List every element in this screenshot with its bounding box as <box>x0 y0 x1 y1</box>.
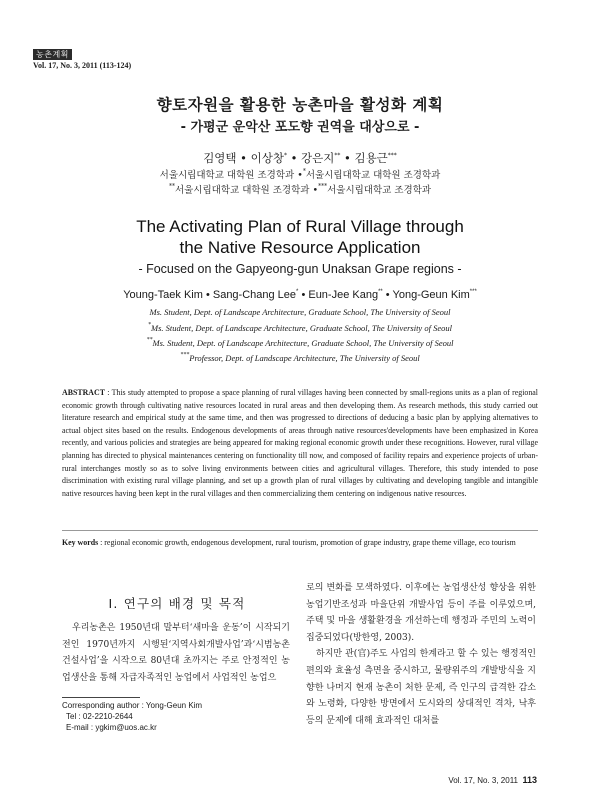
korean-title: 향토자원을 활용한 농촌마을 활성화 계획 <box>156 96 444 114</box>
keywords-text: : regional economic growth, endogenous development, rural tourism, promotion of grape industry, grape theme village, eco tourism <box>98 538 516 547</box>
korean-subtitle: - 가평군 운악산 포도향 권역을 대상으로 - <box>180 120 420 135</box>
english-subtitle: - Focused on the Gapyeong-gun Unaksan Grape regions - <box>138 262 462 276</box>
keywords-label: Key words <box>62 538 99 547</box>
english-affiliation-4: ***Professor, Dept. of Landscape Architecture, The University of Seoul <box>180 352 420 363</box>
english-affiliation-3: **Ms. Student, Dept. of Landscape Architecture, Graduate School, The University of Seoul <box>146 337 454 348</box>
journal-volume-info: Vol. 17, No. 3, 2011 (113-124) <box>33 61 132 70</box>
korean-authors: 김영택 • 이상창* • 강은지** • 김용근*** <box>203 151 397 165</box>
abstract-text: : This study attempted to propose a space planning of rural villages having been connected by small-regions units as a plan of regional economic growth through cultivating native resources located in rural areas and then developing them. As research methods, this study carried out literature research and empirical study at the same time, and then was progressed to directions of deducing a basic plan by applying alternatives to actual object sites based on the results. Endogenous developments of areas through native resources'developments have been emphasized in Korea recently, and various policies and strategies are being appeared for making regional economic growth under these recognitions. However, rural village planning has directed to physical maintenances centering on functionality till now, and composed of facility repairs and experience projects of urban-rural interchanges mostly so as to solve living environments between cities and agricultural villages. Therefore, this study intended to pose discrimination with existing rural village planning, and set up a growth plan of rural villages by cultivating and developing tangible and intangible native resources having been kept in the rural villages and then commercializing them centering on indigenous native resources. <box>62 388 538 498</box>
english-title-line-2: the Native Resource Application <box>179 238 421 257</box>
footer-volume: Vol. 17, No. 3, 2011 <box>448 776 519 785</box>
journal-badge: 농촌계획 <box>33 49 72 60</box>
korean-affiliation-line-1: 서울시립대학교 대학원 조경학과 •*서울시립대학교 대학원 조경학과 <box>159 168 441 181</box>
body-paragraph: 로의 변화를 모색하였다. 이후에는 농업생산성 향상을 위한 농업기반조성과 마을단위 개발사업 등이 주를 이루었으며, 주택 및 마을 생활환경을 개선하는데 행정과 주민의 노력이 집중되었다(방한영, 2003). <box>306 583 536 643</box>
abstract-label: ABSTRACT <box>62 388 105 397</box>
abstract <box>62 387 538 500</box>
page-footer <box>448 775 537 785</box>
page-number: 113 <box>522 775 537 785</box>
english-affiliation-2: *Ms. Student, Dept. of Landscape Architecture, Graduate School, The University of Seoul <box>148 322 452 333</box>
footnote-divider <box>62 697 140 698</box>
body-paragraph: 하지만 관(官)주도 사업의 한계라고 할 수 있는 행정적인 편의와 효율성 측면을 중시하고, 물량위주의 개발방식을 지향한 나머지 현재 농촌이 처한 문제, 즉 인구의 급격한 감소와 노령화, 다양한 방면에서 도시와의 상대적인 격차, 낙후 등의 문제에 대해 효과적인 대처를 <box>306 649 536 726</box>
english-authors: Young-Taek Kim • Sang-Chang Lee* • Eun-Jee Kang** • Yong-Geun Kim*** <box>123 289 477 301</box>
english-title-line-1: The Activating Plan of Rural Village through <box>136 217 464 236</box>
keywords <box>62 530 538 550</box>
english-affiliation-1: Ms. Student, Dept. of Landscape Architecture, Graduate School, The University of Seoul <box>149 307 451 317</box>
body-right-column <box>306 580 536 729</box>
section-heading: Ⅰ. 연구의 배경 및 목적 <box>108 596 246 611</box>
korean-affiliation-line-2: **서울시립대학교 대학원 조경학과 •***서울시립대학교 조경학과 <box>168 183 432 196</box>
corresponding-author-footnote: Corresponding author : Yong-Geun Kim Tel : 02-2210-2644 E-mail : ygkim@uos.ac.kr <box>62 701 203 732</box>
body-left-column: 우리농촌은 1950년대 말부터‘새마을 운동’이 시작되기 전인 1970년까지 시행된‘지역사회개발사업’과‘시범농촌건설사업’을 시작으로 80년대 초까지는 주로 안정적인 농업생산을 통해 자급자족적인 농업에서 사업적인 농업으 <box>62 623 290 683</box>
